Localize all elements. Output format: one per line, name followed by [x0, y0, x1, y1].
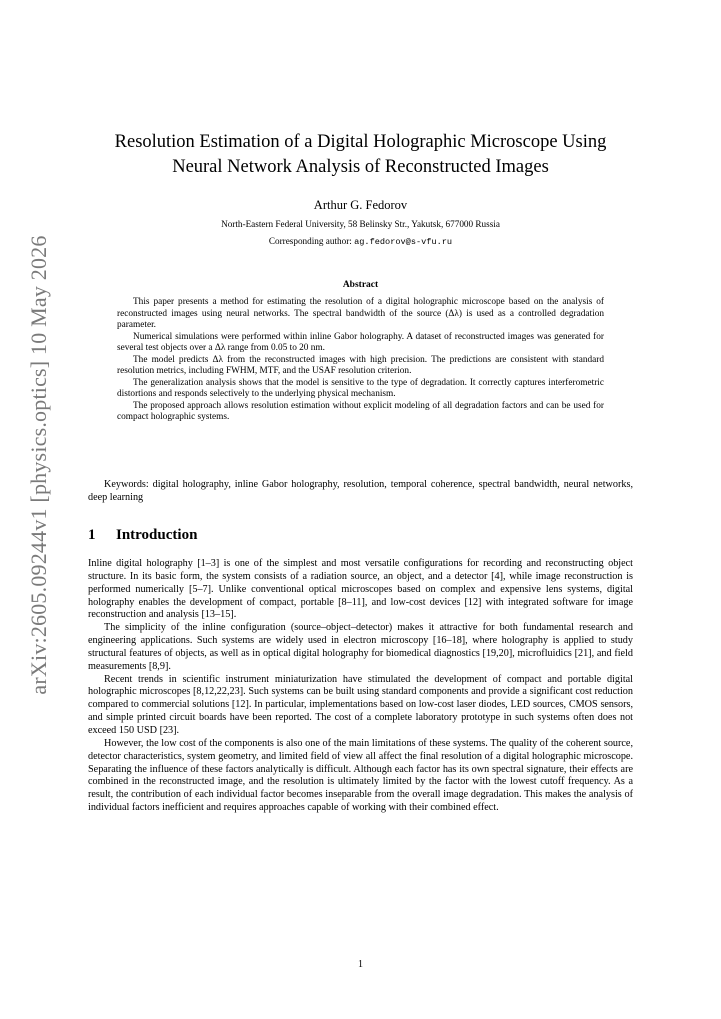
- section-heading: [88, 527, 197, 544]
- abstract-paragraph: The generalization analysis shows that the model is sensitive to the type of degradation. It correctly captures interferometric distortions and responds selectively to the underlying physical mechanism.: [117, 377, 604, 400]
- body-paragraph: Recent trends in scientific instrument miniaturization have stimulated the development of compact and portable digital holographic microscopes [8,12,22,23]. Such systems can be built using standard components and provide a significant cost reduction compared to commercial solutions [12]. In particular, implementations based on low-cost laser diodes, LED sources, CMOS sensors, and simple printed circuit boards have been reported. The cost of a complete laboratory prototype in such systems often does not exceed 150 USD [23].: [88, 673, 633, 736]
- abstract-paragraph: Numerical simulations were performed within inline Gabor holography. A dataset of reconstructed images was generated for several test objects over a Δλ range from 0.05 to 20 nm.: [117, 331, 604, 354]
- arxiv-sidebar: [24, 235, 54, 695]
- section-body: [88, 558, 633, 815]
- section-title: Introduction: [116, 527, 198, 543]
- corresponding-email: ag.fedorov@s-vfu.ru: [354, 237, 453, 247]
- abstract-paragraph: The proposed approach allows resolution estimation without explicit modeling of all degradation factors and can be used for compact holographic systems.: [117, 400, 604, 423]
- section-number: 1: [88, 527, 96, 543]
- page-number: 1: [358, 959, 363, 970]
- body-paragraph: However, the low cost of the components is also one of the main limitations of these systems. The quality of the coherent source, detector characteristics, system geometry, and limited field of view all affect the final resolution of a digital holographic microscope. Separating the influence of these factors analytically is difficult. Although each factor has its own spectral signature, their effects are combined in the reconstructed image, and the resolution is ultimately limited by the factor with the lowest cutoff frequency. As a result, the contribution of each individual factor becomes inseparable from the overall image degradation. This makes the analysis of individual factors inefficient and requires approaches capable of working with their combined effect.: [88, 737, 633, 814]
- keywords: Keywords: digital holography, inline Gabor holography, resolution, temporal coherence, spectral bandwidth, neural networks, deep learning: [88, 479, 633, 503]
- corresponding-author: [88, 236, 633, 247]
- author-name: Arthur G. Fedorov: [313, 198, 408, 212]
- body-paragraph: The simplicity of the inline configuration (source–object–detector) makes it attractive for both fundamental research and engineering applications. Such systems are widely used in electron microscopy [16–18], where holography is applied to study structural features of objects, as well as in optical digital holography for biomedical diagnostics [19,20], microfluidics [21], and field measurements [8,9].: [88, 622, 633, 672]
- body-paragraph: Inline digital holography [1–3] is one of the simplest and most versatile configurations for recording and reconstructing object structure. In its basic form, the system consists of a radiation source, an object, and a detector [4], while image reconstruction is performed numerically [5–7]. Unlike conventional optical microscopes based on complex and expensive lens systems, digital holography enables the development of compact, portable [8–11], and low-cost devices [12] with integrated software for image reconstruction and analysis [13–15].: [88, 558, 633, 621]
- paper-title: Resolution Estimation of a Digital Holographic Microscope Using Neural Network Analysis of Reconstructed Images: [114, 132, 607, 177]
- abstract-paragraph: This paper presents a method for estimating the resolution of a digital holographic microscope based on the analysis of reconstructed images using neural networks. The spectral bandwidth of the source (Δλ) is used as a controlled degradation parameter.: [117, 297, 604, 331]
- arxiv-identifier: arXiv:2605.09244v1 [physics.optics] 10 May 2026: [26, 235, 51, 695]
- abstract-paragraph: The model predicts Δλ from the reconstructed images with high precision. The predictions are consistent with standard resolution metrics, including FWHM, MTF, and the USAF resolution criterion.: [117, 354, 604, 377]
- abstract-block: [117, 297, 604, 424]
- corresponding-label: Corresponding author:: [268, 236, 352, 246]
- author-affiliation: North-Eastern Federal University, 58 Belinsky Str., Yakutsk, 677000 Russia: [221, 219, 500, 229]
- abstract-heading: Abstract: [342, 280, 379, 290]
